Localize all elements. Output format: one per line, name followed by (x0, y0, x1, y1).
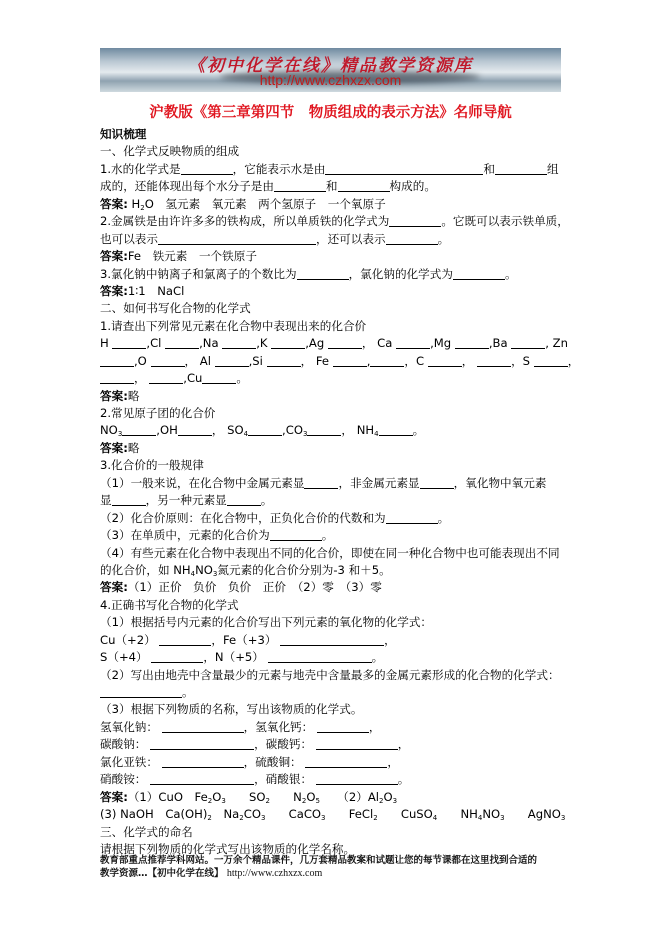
text: （2）化合价原则：在化合物中，正负化合价的代数和为 (100, 510, 386, 525)
text: NO (195, 562, 213, 577)
text: ， SO (211, 423, 244, 438)
text: AgNO (504, 807, 561, 822)
text: 显 (100, 493, 112, 508)
text: SO (225, 789, 266, 804)
text: CaCO (265, 807, 322, 822)
text: （2）Al (319, 789, 380, 804)
fill-in-blank[interactable] (178, 423, 212, 436)
text: ，碳酸钙： (254, 737, 316, 752)
text: 。 (236, 371, 249, 386)
subscript: 3 (392, 796, 398, 805)
text-line (100, 370, 562, 387)
text: 。 (371, 650, 384, 665)
text: 4.正确书写化合物的化学式 (100, 597, 239, 612)
text: ，非金属元素显 (338, 475, 420, 490)
text: 。它既可以表示铁单质， (441, 214, 569, 229)
fill-in-blank[interactable] (370, 354, 404, 367)
text: 3.氯化钠中钠离子和氯离子的个数比为 (100, 266, 297, 281)
label-bold: 答案: (100, 283, 128, 298)
text: N (269, 789, 302, 804)
subscript: 5 (315, 796, 320, 805)
fill-in-blank[interactable] (274, 179, 326, 192)
text: ,O (134, 353, 151, 368)
text: NH (437, 807, 478, 822)
fill-in-blank[interactable] (159, 633, 211, 646)
text: ,CO (282, 423, 303, 438)
text-line (100, 824, 562, 841)
fill-in-blank[interactable] (181, 162, 233, 175)
site-banner[interactable] (100, 48, 561, 92)
label-bold: 答案: (100, 789, 128, 804)
text: 硝酸铵： (100, 772, 151, 787)
text-line (100, 545, 562, 562)
text: ， (461, 353, 478, 368)
fill-in-blank[interactable] (150, 737, 254, 750)
text-line (100, 300, 562, 317)
text: Cu（+2） (100, 632, 160, 647)
text: 请根据下列物质的化学式写出该物质的化学名称。 (100, 841, 356, 856)
fill-in-blank[interactable] (151, 354, 185, 367)
subscript: 3 (260, 814, 266, 823)
text: ，氢氧化钙： (243, 719, 317, 734)
text: 一、化学式反映物质的组成 (100, 144, 240, 159)
text: （1）根据括号内元素的化合价写出下列元素的氧化物的化学式： (100, 615, 433, 630)
text-line (100, 510, 562, 527)
text: 。 (437, 231, 450, 246)
subscript: 4 (190, 569, 196, 578)
fill-in-blank[interactable] (317, 720, 369, 733)
fill-in-blank[interactable] (151, 650, 203, 663)
text: 略 (127, 440, 140, 455)
text: ,Mg (430, 336, 455, 351)
fill-in-blank[interactable] (534, 354, 568, 367)
text: （2）写出由地壳中含量最少的元素与地壳中含量最多的金属元素形成的化合物的化学式： (100, 667, 560, 682)
fill-in-blank[interactable] (307, 423, 341, 436)
label-bold: 答案: (100, 440, 128, 455)
text: ， (134, 371, 150, 386)
text: ，氧化物中氧元素 (453, 475, 547, 490)
text: O (212, 789, 222, 804)
subscript: 4 (432, 814, 438, 823)
text-line (100, 283, 562, 300)
text-line (100, 649, 562, 666)
footer-line-1: 教育部重点推荐学科网站。一万余个精品课件，几万套精品教案和试题让您的每节课都在这里找到合适的 (100, 855, 538, 866)
fill-in-blank[interactable] (112, 336, 146, 349)
label-bold: 答案: (100, 388, 128, 403)
text: ，C (404, 353, 428, 368)
fill-in-blank[interactable] (270, 528, 322, 541)
text-line (100, 213, 569, 230)
fill-in-blank[interactable] (100, 371, 134, 384)
text: (3) NaOH Ca(OH) (100, 807, 208, 822)
footer-line-2: 教学资源…【初中化学在线】 (100, 868, 224, 879)
subscript: 2 (207, 814, 212, 823)
subscript: 3 (212, 569, 218, 578)
text: ,Si (248, 353, 267, 368)
text-line (100, 231, 562, 248)
text: ， (387, 754, 399, 769)
text: H (127, 196, 141, 211)
fill-in-blank[interactable] (165, 336, 199, 349)
text: O 氢元素 氧元素 两个氢原子 一个氧原子 (144, 196, 386, 211)
text-line (100, 789, 562, 806)
text-line (100, 806, 566, 823)
text: （3）根据下列物质的名称，写出该物质的化学式。 (100, 702, 363, 717)
text: 略 (127, 388, 140, 403)
text: O (306, 789, 316, 804)
fill-in-blank[interactable] (379, 423, 413, 436)
fill-in-blank[interactable] (149, 371, 183, 384)
text: ,K (256, 336, 272, 351)
text: ，N（+5） (203, 650, 268, 665)
text: ， (384, 632, 396, 647)
subscript: 2 (265, 796, 270, 805)
text: H (100, 336, 113, 351)
fill-in-blank[interactable] (100, 685, 182, 698)
text: ,Ag (305, 336, 328, 351)
fill-in-blank[interactable] (304, 476, 338, 489)
text-line (100, 771, 562, 788)
text-line (100, 440, 562, 457)
fill-in-blank[interactable] (396, 336, 430, 349)
text: 和 (483, 161, 495, 176)
text: 也可以表示 (100, 231, 158, 246)
text: ， Ca (361, 336, 397, 351)
text: ，还可以表示 (315, 231, 386, 246)
text: ，硫酸铜： (243, 754, 306, 769)
subscript: 3 (117, 430, 123, 439)
text-line (100, 422, 562, 439)
text: （1）一般来说，在化合物中金属元素显 (100, 475, 305, 490)
text-line (100, 335, 568, 352)
text: 的化合价，如 NH (100, 562, 191, 577)
subscript: 4 (477, 814, 483, 823)
text: 1∶1 NaCl (127, 283, 185, 298)
footer-url[interactable]: http://www.czhxzx.com (226, 868, 323, 879)
fill-in-blank[interactable] (477, 354, 511, 367)
text: , (366, 353, 371, 368)
text: ,Cu (183, 371, 203, 386)
text-line (100, 178, 562, 195)
text-line (100, 719, 562, 736)
label-bold: 答案: (100, 249, 128, 264)
text-line (100, 754, 562, 771)
text-line (100, 562, 562, 579)
text: 。 (412, 423, 425, 438)
fill-in-blank[interactable] (328, 336, 362, 349)
text: 构成的。 (389, 179, 436, 194)
text: 。 (260, 493, 273, 508)
fill-in-blank[interactable] (150, 772, 254, 785)
fill-in-blank[interactable] (386, 511, 438, 524)
text-line (100, 667, 562, 684)
text-line (100, 143, 562, 160)
fill-in-blank[interactable] (280, 633, 384, 646)
text-line (100, 527, 562, 544)
text: （3）在单质中，元素的化合价为 (100, 528, 270, 543)
text: 二、如何书写化合物的化学式 (100, 301, 251, 316)
text: ， (397, 737, 410, 752)
text: 碳酸钠： (100, 737, 151, 752)
fill-in-blank[interactable] (428, 354, 462, 367)
text: CO (243, 807, 261, 822)
fill-in-blank[interactable] (389, 214, 441, 227)
fill-in-blank[interactable] (455, 336, 489, 349)
fill-in-blank[interactable] (202, 371, 236, 384)
label-bold: 答案: (100, 196, 128, 211)
text-line (100, 597, 562, 614)
fill-in-blank[interactable] (158, 232, 316, 245)
text: 。 (182, 685, 194, 699)
fill-in-blank[interactable] (112, 493, 146, 506)
subscript: 3 (221, 796, 226, 805)
text: ，硝酸银： (254, 772, 316, 787)
label-bold: 知识梳理 (100, 127, 147, 141)
subscript: 2 (140, 203, 145, 212)
fill-in-blank[interactable] (122, 423, 156, 436)
fill-in-blank[interactable] (222, 336, 256, 349)
text: ，另一种元素显 (145, 493, 227, 508)
subscript: 3 (560, 814, 566, 823)
subscript: 2 (373, 814, 378, 823)
text: 组 (547, 161, 559, 176)
fill-in-blank[interactable] (215, 354, 249, 367)
subscript: 4 (374, 430, 379, 439)
text: ，它能表示水是由 (232, 161, 326, 176)
subscript: 3 (321, 814, 326, 823)
text-line (100, 736, 562, 753)
document-title: 沪教版《第三章第四节 物质组成的表示方法》名师导航 (149, 105, 512, 121)
text-line (100, 614, 562, 631)
text-line (100, 405, 562, 422)
text: ,OH (156, 423, 178, 438)
text: NO (482, 807, 501, 822)
text: NO (100, 423, 118, 438)
text: 2.常见原子团的化合价 (100, 406, 216, 420)
text-line (100, 632, 562, 649)
text: 。 (397, 772, 410, 787)
text: ,Na (199, 336, 223, 351)
text: （1）正价 负价 负价 正价 （2）零 （3）零 (127, 580, 382, 595)
fill-in-blank[interactable] (316, 737, 398, 750)
fill-in-blank[interactable] (338, 179, 390, 192)
text: ， (567, 353, 580, 368)
text: ,Cl (146, 336, 166, 351)
text-line (100, 318, 562, 335)
text-line (100, 457, 562, 474)
fill-in-blank[interactable] (386, 232, 438, 245)
fill-in-blank[interactable] (333, 354, 367, 367)
text-line (100, 126, 562, 143)
fill-in-blank[interactable] (100, 354, 134, 367)
text: ， NH (341, 423, 375, 438)
text: , Zn (545, 336, 568, 351)
footer (100, 854, 562, 880)
text: O (383, 789, 393, 804)
document-body (100, 126, 580, 858)
text: ， Al (184, 353, 215, 368)
fill-in-blank[interactable] (511, 336, 545, 349)
subscript: 2 (301, 796, 307, 805)
text: ,Ba (488, 336, 512, 351)
fill-in-blank[interactable] (297, 267, 349, 280)
text: Fe 铁元素 一个铁原子 (127, 249, 257, 264)
text: FeCl (325, 807, 374, 822)
text: 3.化合价的一般规律 (100, 458, 204, 473)
label-bold: 答案: (100, 580, 128, 595)
fill-in-blank[interactable] (420, 476, 454, 489)
fill-in-blank[interactable] (227, 493, 261, 506)
text: ，Fe（+3） (211, 632, 281, 647)
text: 三、化学式的命名 (100, 824, 193, 839)
text: 。 (504, 266, 517, 281)
text: ， (368, 719, 381, 734)
text-line (100, 579, 562, 596)
fill-in-blank[interactable] (271, 336, 305, 349)
fill-in-blank[interactable] (495, 162, 547, 175)
banner-url[interactable]: http://www.czhxzx.com (259, 72, 402, 88)
text: 。 (437, 510, 450, 525)
text: 氯化亚铁： (100, 754, 162, 769)
text-line (100, 388, 562, 405)
text: S（+4） (100, 650, 152, 665)
text: Na (211, 807, 240, 822)
subscript: 2 (239, 814, 244, 823)
text-line (100, 248, 562, 265)
subscript: 2 (379, 796, 384, 805)
text: 1.请查出下列常见元素在化合物中表现出来的化合价 (100, 318, 367, 333)
fill-in-blank[interactable] (305, 755, 387, 768)
text-line (100, 266, 562, 283)
text: 氢氧化钠： (100, 719, 162, 734)
text-line (100, 475, 562, 492)
text: 氮元素的化合价分别为-3 和＋5。 (217, 562, 391, 577)
text-line (100, 196, 562, 213)
subscript: 3 (302, 430, 308, 439)
text-line (100, 492, 562, 509)
text: 和 (325, 179, 338, 194)
text: 2.金属铁是由许许多多的铁构成，所以单质铁的化学式为 (100, 214, 390, 229)
text: CuSO (377, 807, 433, 822)
text-line (100, 684, 562, 701)
text: 。 (321, 528, 334, 543)
fill-in-blank[interactable] (268, 650, 372, 663)
fill-in-blank[interactable] (325, 162, 483, 175)
fill-in-blank[interactable] (267, 354, 301, 367)
fill-in-blank[interactable] (162, 755, 244, 768)
subscript: 3 (500, 814, 505, 823)
text: 成的，还能体现出每个水分子是由 (100, 179, 274, 194)
text: （1）CuO Fe (127, 789, 208, 804)
fill-in-blank[interactable] (162, 720, 244, 733)
fill-in-blank[interactable] (316, 772, 398, 785)
fill-in-blank[interactable] (453, 267, 505, 280)
subscript: 4 (243, 430, 249, 439)
text: ， Fe (300, 353, 333, 368)
text: ，氯化钠的化学式为 (348, 266, 453, 281)
fill-in-blank[interactable] (248, 423, 282, 436)
text: ，S (511, 353, 534, 368)
text-line (100, 701, 562, 718)
text-line (100, 353, 580, 370)
banner-title: 《初中化学在线》精品教学资源库 (188, 56, 473, 76)
text: 1.水的化学式是 (100, 161, 181, 176)
text: （4）有些元素在化合物中表现出不同的化合价，即使在同一种化合物中也可能表现出不同 (100, 545, 560, 560)
subscript: 2 (207, 796, 213, 805)
text-line (100, 161, 562, 178)
